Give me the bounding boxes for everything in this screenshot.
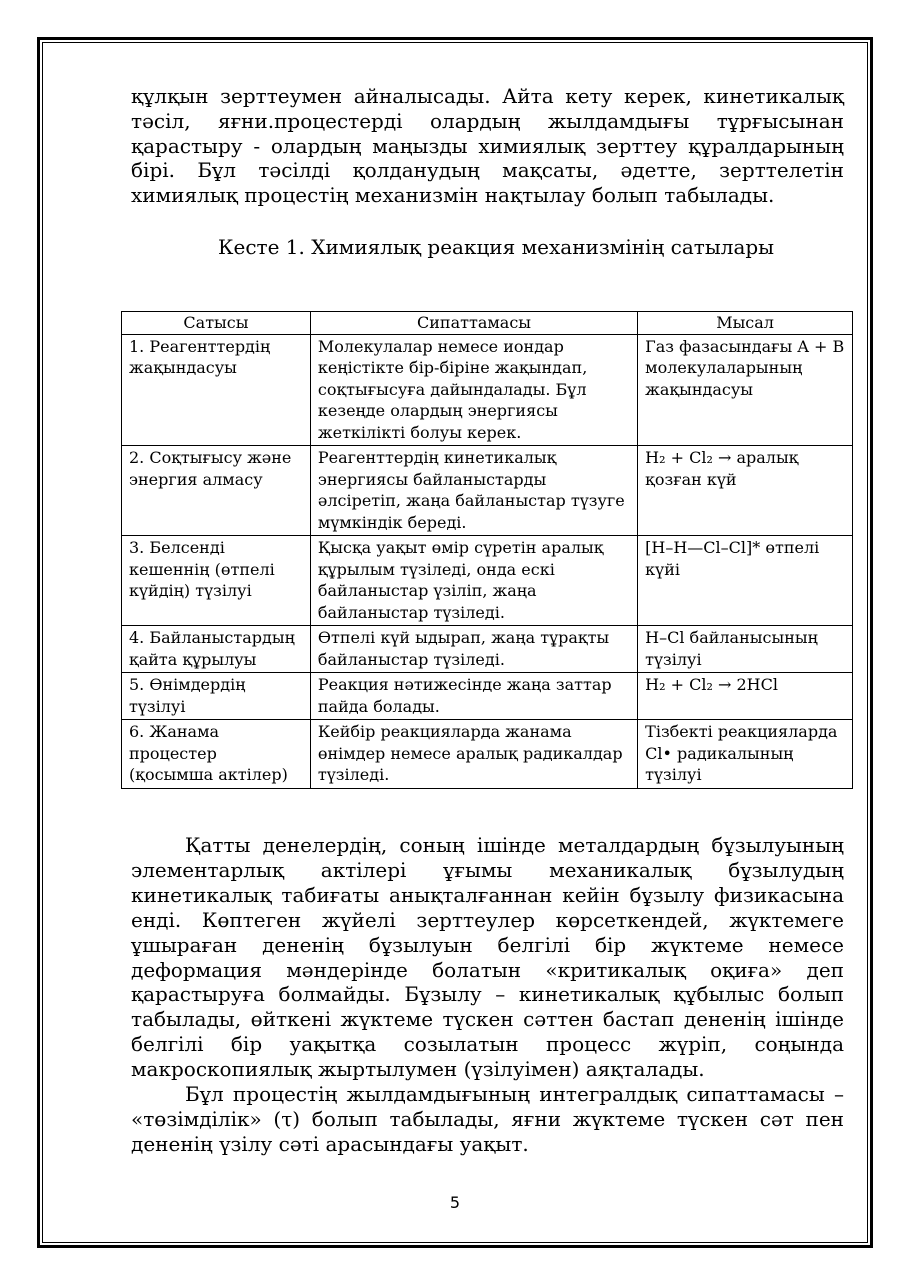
cell-description: Молекулалар немесе иондар кеңістікте бір-біріне жақындап, соқтығысуға дайындалады. Бұл кезеңде олардың энергиясы жеткілікті болуы керек. bbox=[310, 334, 637, 446]
cell-stage: 3. Белсенді кешеннің (өтпелі күйдің) түзілуі bbox=[122, 536, 311, 626]
cell-description: Қысқа уақыт өмір сүретін аралық құрылым түзіледі, онда ескі байланыстар үзіліп, жаңа байланыстар түзіледі. bbox=[310, 536, 637, 626]
table-row bbox=[122, 446, 853, 536]
cell-stage: 6. Жанама процестер (қосымша актілер) bbox=[122, 720, 311, 789]
cell-stage: 4. Байланыстардың қайта құрылуы bbox=[122, 626, 311, 673]
cell-stage: 2. Соқтығысу және энергия алмасу bbox=[122, 446, 311, 536]
cell-description: Реакция нәтижесінде жаңа заттар пайда болады. bbox=[310, 673, 637, 720]
fracture-paragraph: Қатты денелердің, соның ішінде металдардың бұзылуының элементарлық актілері ұғымы механикалық бұзылудың кинетикалық табиғаты анықталғаннан кейін бұзылу физикасына енді. Көптеген жүйелі зерттеулер көрсеткендей, жүктемеге ұшыраған дененің бұзылуын белгілі бір жүктеме немесе деформация мәндерінде болатын «критикалық оқиға» деп қарастыруға болмайды. Бұзылу – кинетикалық құбылыс болып табылады, өйткені жүктеме түскен сәттен бастап дененің ішінде белгілі бір уақытқа созылатын процесс жүріп, соңында макроскопиялық жыртылумен (үзілуімен) аяқталады. bbox=[131, 833, 844, 1082]
header-description: Сипаттамасы bbox=[310, 312, 637, 335]
cell-example: H–Cl байланысының түзілуі bbox=[638, 626, 853, 673]
cell-stage: 1. Реагенттердің жақындасуы bbox=[122, 334, 311, 446]
table-caption: Кесте 1. Химиялық реакция механизмінің сатылары bbox=[218, 234, 775, 259]
table-row bbox=[122, 720, 853, 789]
cell-description: Өтпелі күй ыдырап, жаңа тұрақты байланыстар түзіледі. bbox=[310, 626, 637, 673]
page-number: 5 bbox=[449, 1193, 461, 1212]
table-row bbox=[122, 626, 853, 673]
cell-example: [H–H—Cl–Cl]* өтпелі күйі bbox=[638, 536, 853, 626]
table-row bbox=[122, 673, 853, 720]
intro-paragraph: құлқын зерттеумен айналысады. Айта кету керек, кинетикалық тәсіл, яғни.процестерді олардың жылдамдығы тұрғысынан қарастыру - олардың маңызды химиялық зерттеу құралдарының бірі. Бұл тәсілді қолданудың мақсаты, әдетте, зерттелетін химиялық процестің механизмін нақтылау болып табылады. bbox=[131, 84, 844, 208]
table-row bbox=[122, 334, 853, 446]
cell-example: Газ фазасындағы A + B молекулаларының жақындасуы bbox=[638, 334, 853, 446]
table-header-row bbox=[122, 312, 853, 335]
header-example: Мысал bbox=[638, 312, 853, 335]
reaction-stages-table bbox=[121, 311, 853, 789]
cell-description: Реагенттердің кинетикалық энергиясы байланыстарды әлсіретіп, жаңа байланыстар түзуге мүмкіндік береді. bbox=[310, 446, 637, 536]
table-row bbox=[122, 536, 853, 626]
cell-example: H₂ + Cl₂ → 2HCl bbox=[638, 673, 853, 720]
cell-stage: 5. Өнімдердің түзілуі bbox=[122, 673, 311, 720]
header-stage: Сатысы bbox=[122, 312, 311, 335]
page-content-bottom bbox=[131, 833, 844, 1157]
cell-example: Тізбекті реакцияларда Cl• радикалының түзілуі bbox=[638, 720, 853, 789]
durability-paragraph: Бұл процестің жылдамдығының интегралдық сипаттамасы – «төзімділік» (τ) болып табылады, яғни жүктеме түскен сәт пен дененің үзілу сәті арасындағы уақыт. bbox=[131, 1082, 844, 1156]
page-content-top bbox=[131, 84, 844, 277]
cell-example: H₂ + Cl₂ → аралық қозған күй bbox=[638, 446, 853, 536]
cell-description: Кейбір реакцияларда жанама өнімдер немесе аралық радикалдар түзіледі. bbox=[310, 720, 637, 789]
